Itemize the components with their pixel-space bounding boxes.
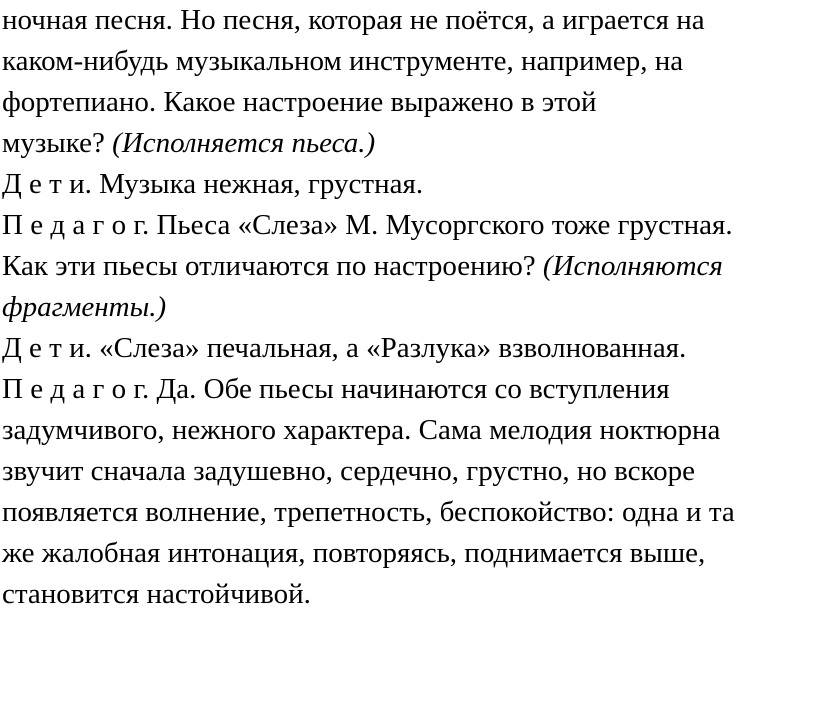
speech-text: Музыка нежная, грустная. xyxy=(91,168,424,200)
paragraph-teacher-1 xyxy=(2,205,812,328)
text-line: звучит сначала задушевно, сердечно, грустно, но вскоре xyxy=(2,455,696,487)
stage-direction: фрагменты.) xyxy=(2,291,167,323)
text-line: ночная песня. Но песня, которая не поётся, а играется на xyxy=(2,4,705,36)
text-line: же жалобная интонация, повторяясь, поднимается выше, xyxy=(2,537,706,569)
text-line xyxy=(2,164,812,205)
text-line xyxy=(2,205,812,246)
paragraph-children-reply-1 xyxy=(2,164,812,205)
paragraph-children-reply-2 xyxy=(2,328,812,369)
text-line: появляется волнение, трепетность, беспокойство: одна и та xyxy=(2,496,735,528)
text-line: становится настойчивой. xyxy=(2,578,311,610)
text-line: каком-нибудь музыкальном инструменте, например, на xyxy=(2,45,684,77)
paragraph-intro xyxy=(2,0,812,164)
text-line xyxy=(2,328,812,369)
speaker-label: П е д а г о г. xyxy=(2,209,150,241)
text-line xyxy=(2,123,812,164)
stage-direction: (Исполняется пьеса.) xyxy=(112,127,376,159)
stage-direction: (Исполняются xyxy=(542,250,723,282)
speaker-label: Д е т и. xyxy=(2,168,92,200)
text-line: задумчивого, нежного характера. Сама мелодия ноктюрна xyxy=(2,414,721,446)
speech-text: Пьеса «Слеза» М. Мусоргского тоже грустная. xyxy=(149,209,733,241)
speech-text: Как эти пьесы отличаются по настроению? xyxy=(2,250,543,282)
text-line xyxy=(2,246,812,287)
speech-text: Да. Обе пьесы начинаются со вступления xyxy=(149,373,670,405)
speech-text: «Слеза» печальная, а «Разлука» взволнованная. xyxy=(91,332,687,364)
text-line xyxy=(2,369,812,410)
speaker-label: Д е т и. xyxy=(2,332,92,364)
paragraph-teacher-2 xyxy=(2,369,812,615)
text-line: фортепиано. Какое настроение выражено в этой xyxy=(2,86,597,118)
speaker-label: П е д а г о г. xyxy=(2,373,150,405)
text-fragment: музыке? xyxy=(2,127,113,159)
